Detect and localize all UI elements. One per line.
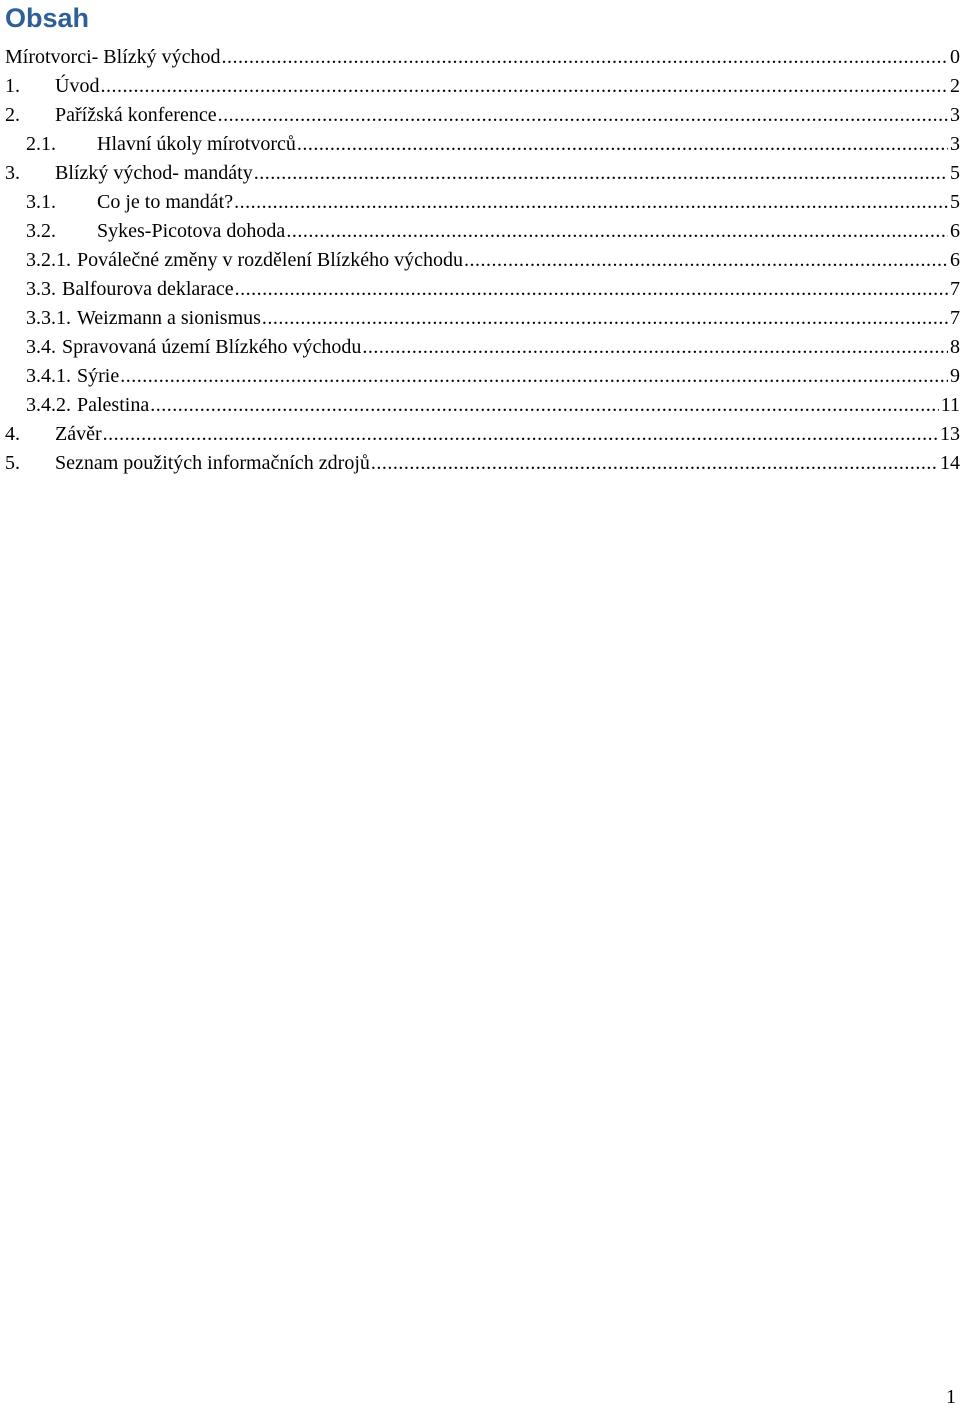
toc-entry[interactable] [0, 69, 960, 98]
toc-dot-leader [222, 45, 948, 69]
toc-entry-page: 7 [950, 278, 960, 300]
toc-entry[interactable] [0, 98, 960, 127]
toc-entry-title: Úvod [55, 75, 100, 97]
toc-dot-leader [254, 161, 948, 185]
toc-entry-title: Spravovaná území Blízkého východu [62, 336, 362, 358]
toc-entry[interactable] [0, 417, 960, 446]
toc-entry-page: 5 [950, 162, 960, 184]
toc-entry-number: 1. [5, 75, 20, 97]
toc-dot-leader [262, 306, 948, 330]
toc-entry-page: 6 [950, 220, 960, 242]
toc-entry-title: Blízký východ- mandáty [55, 162, 253, 184]
toc-dot-leader [297, 132, 948, 156]
toc-entry[interactable] [0, 127, 960, 156]
toc-entry-number: 3.2.1. [26, 249, 71, 271]
toc-entry-number: 3. [5, 162, 20, 184]
toc-entry[interactable] [0, 301, 960, 330]
toc-entry-page: 2 [950, 75, 960, 97]
toc-entry-number: 3.4.2. [26, 394, 71, 416]
toc-entry-title: Závěr [55, 423, 102, 445]
toc-dot-leader [234, 190, 948, 214]
toc-entry-title: Hlavní úkoly mírotvorců [97, 133, 296, 155]
toc-entry-number: 2. [5, 104, 20, 126]
toc-entry-page: 3 [950, 133, 960, 155]
toc-entry-page: 9 [950, 365, 960, 387]
toc-dot-leader [464, 248, 948, 272]
toc-entry-title: Mírotvorci- Blízký východ [5, 46, 221, 68]
toc-entry[interactable] [0, 272, 960, 301]
toc-dot-leader [371, 451, 938, 475]
toc-entry[interactable] [0, 40, 960, 69]
toc-entry[interactable] [0, 446, 960, 475]
toc-entry[interactable] [0, 185, 960, 214]
toc-entry-number: 3.2. [26, 220, 56, 242]
toc-dot-leader [100, 74, 948, 98]
toc-entry-title: Sykes-Picotova dohoda [97, 220, 286, 242]
toc-heading: Obsah [5, 3, 90, 33]
toc-entry[interactable] [0, 214, 960, 243]
toc-dot-leader [218, 103, 948, 127]
toc-dot-leader [103, 422, 938, 446]
toc-entry-page: 0 [950, 46, 960, 68]
toc-dot-leader [120, 364, 948, 388]
toc-entry-page: 3 [950, 104, 960, 126]
toc-entry-title: Sýrie [77, 365, 120, 387]
toc-entry-page: 5 [950, 191, 960, 213]
toc-entry-page: 14 [940, 452, 960, 474]
toc-entry-title: Pařížská konference [55, 104, 217, 126]
toc-entry-number: 2.1. [26, 133, 56, 155]
toc-entry[interactable] [0, 330, 960, 359]
toc-dot-leader [235, 277, 948, 301]
toc-entry-number: 3.4. [26, 336, 56, 358]
toc-entry-title: Palestina [77, 394, 150, 416]
toc-entry[interactable] [0, 388, 960, 417]
page-number: 1 [946, 1386, 956, 1408]
toc-entry-number: 3.3. [26, 278, 56, 300]
toc-entry-number: 5. [5, 452, 20, 474]
toc-entry-page: 6 [950, 249, 960, 271]
toc-entry-title: Poválečné změny v rozdělení Blízkého východu [77, 249, 463, 271]
toc-dot-leader [286, 219, 948, 243]
toc-entry[interactable] [0, 156, 960, 185]
toc-entry-number: 3.3.1. [26, 307, 71, 329]
table-of-contents [0, 40, 960, 475]
toc-entry-page: 13 [940, 423, 960, 445]
toc-entry[interactable] [0, 359, 960, 388]
toc-entry-page: 8 [950, 336, 960, 358]
toc-entry-title: Balfourova deklarace [62, 278, 234, 300]
toc-dot-leader [362, 335, 948, 359]
toc-entry-title: Seznam použitých informačních zdrojů [55, 452, 370, 474]
toc-entry[interactable] [0, 243, 960, 272]
toc-entry-number: 3.4.1. [26, 365, 71, 387]
toc-entry-page: 7 [950, 307, 960, 329]
toc-entry-title: Weizmann a sionismus [77, 307, 261, 329]
toc-dot-leader [150, 393, 939, 417]
toc-entry-number: 4. [5, 423, 20, 445]
toc-entry-title: Co je to mandát? [97, 191, 234, 213]
toc-entry-number: 3.1. [26, 191, 56, 213]
toc-entry-page: 11 [940, 394, 960, 416]
